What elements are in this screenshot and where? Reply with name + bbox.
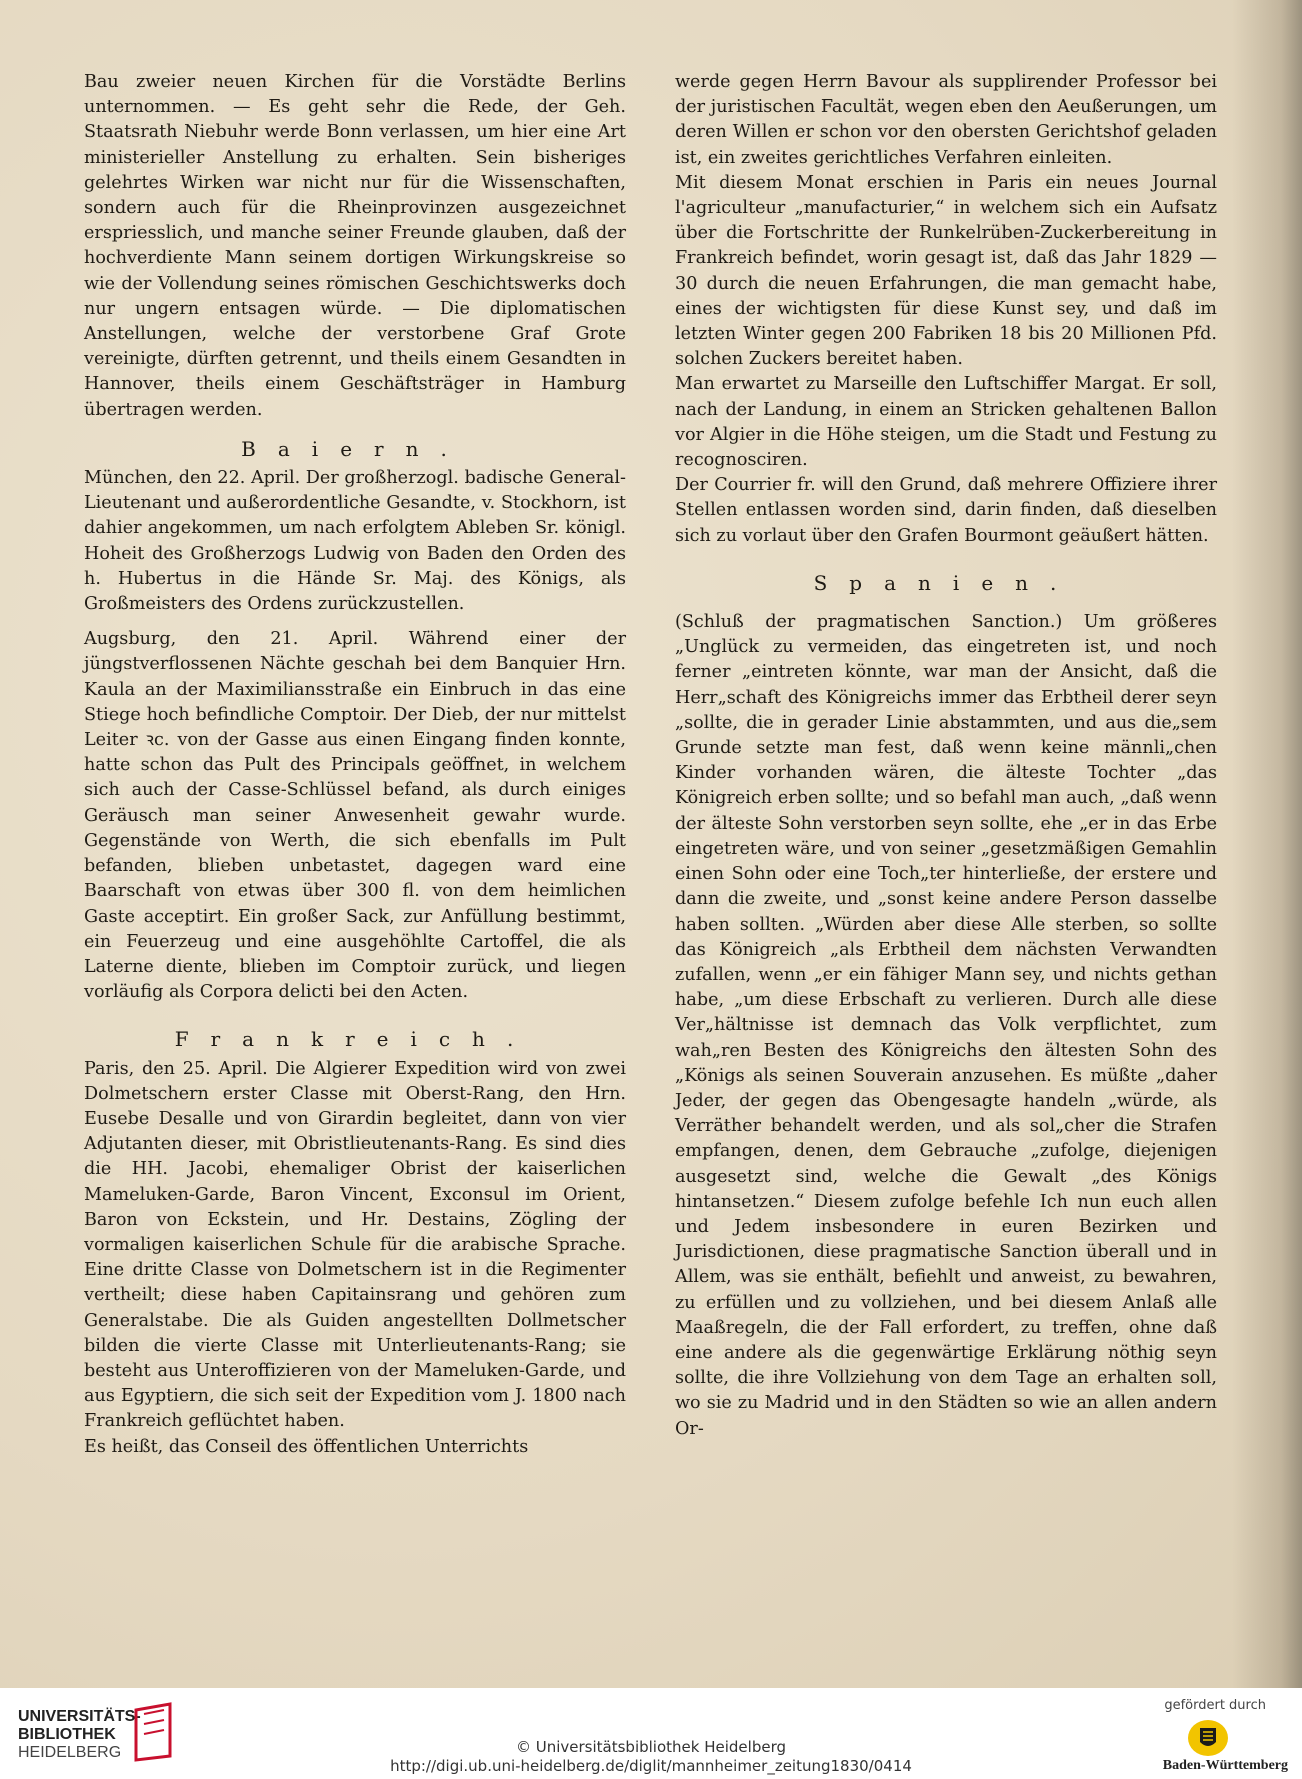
article-augsburg: Augsburg, den 21. April. Während einer der jüngstverflossenen Nächte geschah bei dem Banquier Hrn. Kaula an der Maximiliansstraße ein Einbruch in das eine Stiege hoch befindliche Comptoir. Der Dieb, der nur mittelst Leiter ꝛc. von der Gasse aus einen Eingang finden konnte, hatte schon das Pult des Principals geöffnet, in welchem sich auch der Cassе-Schlüssel befand, als durch einiges Geräusch man seiner Anwesenheit gewahr wurde. Gegenstände von Werth, die sich ebenfalls im Pult befanden, blieben unbetastet, dagegen ward eine Baarschaft von etwas über 300 fl. von dem heimlichen Gaste acceptirt. Ein großer Sack, zur Anfüllung bestimmt, ein Feuerzeug und eine ausgehöhlte Cartoffel, die als Laterne diente, blieben im Comptoir zurück, und liegen vorläufig als Corpora delicti bei den Acten. <box>84 629 626 1003</box>
library-name-line-1: UNIVERSITÄTS- <box>18 1708 141 1725</box>
article-pragmatic-sanction: (Schluß der pragmatischen Sanction.) Um größeres „Unglück zu vermeiden, das eingetreten ist, und noch ferner „eintreten könnte, war man der Ansicht, daß die Herr„schaft des Königreichs immer das Erbtheil derer seyn „sollte, die in gerader Linie abstammten, und aus die„sem Grunde setzte man fest, daß wenn keine männli„chen Kinder vorhanden wären, die älteste Tochter „das Königreich erben sollte; und so befahl man auch, „daß wenn der älteste Sohn verstorben seyn sollte, ehe „er in das Erbe eingetreten wäre, und von seiner „gesetzmäßigen Gemahlin einen Sohn oder eine Toch„ter hinterließe, der erstere und dann die zweite, und „sonst keine andere Person dasselbe haben sollten. „Würden aber diese Alle sterben, so sollte das Königreich „als Erbtheil dem nächsten Verwandten zufallen, wenn „er ein fähiger Mann sey, und nichts gethan habe, „um diese Erbschaft zu verlieren. Durch alle diese Ver„hältnisse ist demnach das Volk verpflichtet, zum wah„ren Besten des Königreichs den ältesten Sohn des „Königs als seinen Souverain anzusehen. Es müßte „daher Jeder, der gegen das Obengesagte handeln „würde, als Verräther behandelt werden, und als sol„cher die Strafen empfangen, denen, dem Gebrauche „zufolge, diejenigen ausgesetzt sind, welche die Gewalt „des Königs hintansetzen.“ Diesem zufolge befehle Ich nun euch allen und Jedem insbesondere in euren Bezirken und Jurisdictionen, diese pragmatische Sanction überall und in Allem, was sie enthält, befiehlt und anweist, zu bewahren, zu erfüllen und zu vollziehen, und bei diesem Anlaß alle Maaßregeln, die der Fall erfordert, zu treffen, ohne daß eine andere als die gegenwärtige Erklärung nöthig seyn sollte, die ihre Vollziehung von dem Tage an erhalten soll, wo sie zu Madrid und in den Städten so wie an allen andern Or- <box>675 612 1217 1439</box>
copyright-notice: © Universitätsbibliothek Heidelberg <box>515 1738 786 1756</box>
funded-by-label: gefördert durch <box>1164 1698 1266 1713</box>
library-name-line-2: BIBLIOTHEK <box>18 1726 116 1743</box>
article-conseil-continued: werde gegen Herrn Bavour als supplirender Professor bei der juristischen Facultät, wegen eben den Aeußerungen, um deren Willen er schon vor den obersten Gerichtshof geladen ist, ein zweites gerichtliches Verfahren einleiten. <box>675 72 1217 168</box>
permalink-url[interactable]: http://digi.ub.uni-heidelberg.de/diglit/mannheimer_zeitung1830/0414 <box>390 1757 912 1775</box>
left-column <box>84 70 626 1460</box>
article-muenchen: München, den 22. April. Der großherzogl. badische General-Lieutenant und außerordentliche Gesandte, v. Stockhorn, ist dahier angekommen, um nach erfolgtem Ableben Sr. königl. Hoheit des Großherzogs Ludwig von Baden den Orden des h. Hubertus in die Hände Sr. Maj. des Königs, als Großmeisters des Ordens zurückzustellen. <box>84 468 626 615</box>
right-column <box>675 70 1217 1442</box>
article-conseil-start: Es heißt, das Conseil des öffentlichen Unterrichts <box>84 1436 529 1457</box>
article-courrier: Der Courrier fr. will den Grund, daß mehrere Offiziere ihrer Stellen entlassen worden sind, darin finden, daß dieselben sich zu vorlaut über den Grafen Bourmont geäußert hätten. <box>675 475 1217 546</box>
section-heading-baiern: Baiern. <box>241 436 469 461</box>
article-berlin-continued: Bau zweier neuen Kirchen für die Vorstädte Berlins unternommen. — Es geht sehr die Rede, der Geh. Staatsrath Niebuhr werde Bonn verlassen, um hier eine Art ministerieller Anstellung zu erhalten. Sein bisheriges gelehrtes Wirken war nicht nur für die Wissenschaften, sondern auch für die Rheinprovinzen ausgezeichnet erspriesslich, und manche seiner Freunde glauben, daß der hochverdiente Mann seinem dortigen Wirkungskreise so wie der Vollendung seines römischen Geschichtswerks doch nur ungern entsagen würde. — Die diplomatischen Anstellungen, welche der verstorbene Graf Grote vereinigte, dürften getrennt, und theils einem Gesandten in Hannover, theils einem Geschäftsträger in Hamburg übertragen werden. <box>84 72 626 420</box>
digitization-footer <box>0 1688 1302 1779</box>
section-heading-spanien: Spanien. <box>813 570 1079 595</box>
baden-wuerttemberg-seal-icon <box>1186 1718 1230 1758</box>
section-heading-frankreich: Frankreich. <box>174 1027 536 1052</box>
funder-name: Baden-Württemberg <box>1162 1758 1288 1773</box>
article-luftschiffer: Man erwartet zu Marseille den Luftschiffer Margat. Er soll, nach der Landung, in einem an Stricken gehaltenen Ballon vor Algier in die Höhe steigen, um die Stadt und Festung zu recognosciren. <box>675 374 1217 471</box>
library-name-line-3: HEIDELBERG <box>18 1744 122 1761</box>
article-journal-agriculteur: Mit diesem Monat erschien in Paris ein neues Journal l'agriculteur „manufacturier,“ in welchem sich ein Aufsatz über die Fortschritte der Runkelrüben-Zuckerbereitung in Frankreich befindet, worin gesagt ist, daß das Jahr 1829 — 30 durch die neuen Erfahrungen, die man gemacht habe, eines der wichtigsten für diese Kunst sey, und daß im letzten Winter gegen 200 Fabriken 18 bis 20 Millionen Pfd. solchen Zuckers bereitet haben. <box>675 172 1217 370</box>
article-paris: Paris, den 25. April. Die Algierer Expedition wird von zwei Dolmetschern erster Classe mit Oberst-Rang, den Hrn. Eusebe Desalle und von Girardin begleitet, dann von vier Adjutanten dieser, mit Obristlieutenants-Rang. Es sind dies die HH. Jacobi, ehemaliger Obrist der kaiserlichen Mameluken-Garde, Baron Vincent, Exconsul im Orient, Baron von Eckstein, und Hr. Destains, Zögling der vormaligen kaiserlichen Schule für die arabische Sprache. Eine dritte Classe von Dolmetschern ist in die Regimenter vertheilt; diese haben Capitainsrang und gehören zum Generalstabe. Die als Guiden angestellten Dollmetscher bilden die vierte Classe mit Unterlieutenants-Rang; sie besteht aus Unteroffizieren von der Mameluken-Garde, und aus Egyptiern, die sich seit der Expedition vom J. 1800 nach Frankreich geflüchtet haben. <box>84 1058 626 1432</box>
